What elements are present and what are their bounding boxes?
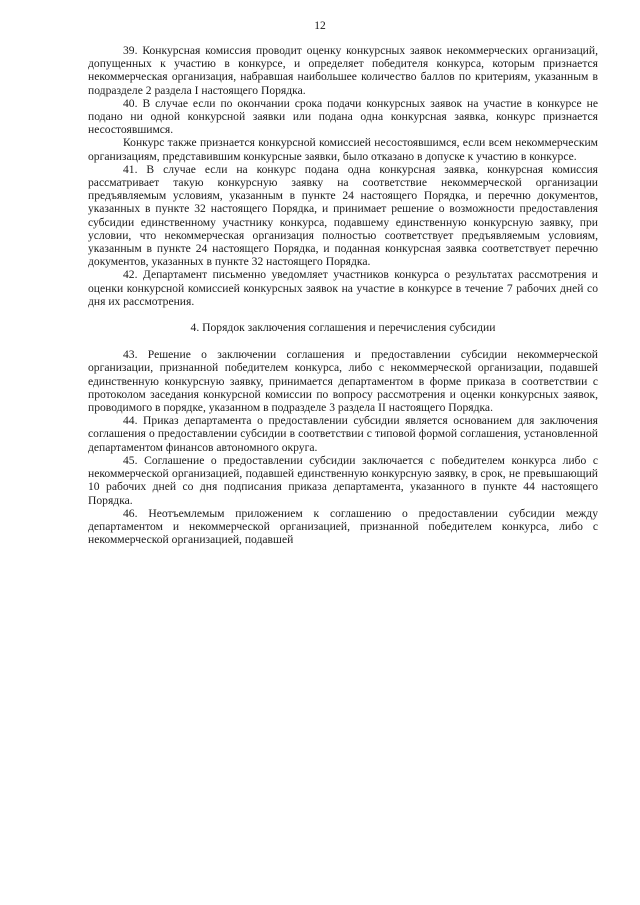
paragraph-text: В случае если по окончании срока подачи конкурсных заявок на участие в конкурсе не подано ни одной конкурсной заявки или подана одна конкурсная заявка, конкурс признается несостоявшимся. [88,96,598,137]
paragraph-text: Конкурс также признается конкурсной комиссией несостоявшимся, если всем некоммерческим организациям, представившим конкурсные заявки, было отказано в допуске к участию в конкурсе. [88,136,598,163]
paragraph-42 [88,268,598,308]
paragraph-text: Приказ департамента о предоставлении субсидии является основанием для заключения соглашения о предоставлении субсидии в соответствии с типовой формой соглашения, установленной департаментом финансов автономного округа. [88,414,598,454]
paragraph-number: 44. [123,414,138,428]
paragraph-41 [88,163,598,269]
paragraph-number: 46. [123,506,138,520]
paragraph-number: 41. [123,162,138,176]
paragraph-44 [88,414,598,454]
paragraph-number: 40. [123,96,138,110]
paragraph-text: Соглашение о предоставлении субсидии заключается с победителем конкурса либо с некоммерческой организацией, подавшей единственную конкурсную заявку, в срок, не превышающий 10 рабочих дней со дня подписания приказа департамента, указанного в пункте 44 настоящего Порядка. [88,453,598,507]
paragraph-text: Департамент письменно уведомляет участников конкурса о результатах рассмотрения и оценки конкурсной комиссией конкурсных заявок на участие в конкурсе в течение 7 рабочих дней со дня их рассмотрения. [88,268,598,308]
paragraph-number: 39. [123,44,138,57]
page-number: 12 [314,20,326,32]
paragraph-text: Неотъемлемым приложением к соглашению о предоставлении субсидии между департаментом и некоммерческой организацией, признанной победителем конкурса, либо с некоммерческой организацией, подавшей [88,506,599,547]
paragraph-39 [88,44,598,97]
paragraph-text: Решение о заключении соглашения и предоставлении субсидии некоммерческой организации, признанной победителем конкурса, либо с некоммерческой организации, подавшей единственную конкурсную заявку, принимается департаментом в форме приказа в соответствии с протоколом заседания конкурсной комиссии по вопросу рассмотрения и оценки конкурсных заявок, проводимого в порядке, указанном в подразделе 3 раздела II настоящего Порядка. [88,348,598,415]
paragraph-text: Конкурсная комиссия проводит оценку конкурсных заявок некоммерческих организаций, допущенных к участию в конкурсе, и определяет победителя конкурса, которым признается некоммерческая организация, набравшая наибольшее количество баллов по критериям, указанным в подразделе 2 раздела I настоящего Порядка. [88,44,598,97]
paragraph-45 [88,454,598,507]
paragraph-43 [88,348,598,414]
paragraph-40-continued [88,136,598,162]
paragraph-40 [88,97,598,137]
section-heading: 4. Порядок заключения соглашения и перечисления субсидии [190,321,496,335]
paragraph-number: 43. [123,348,138,362]
paragraph-number: 45. [123,453,138,467]
paragraph-46 [88,507,598,547]
paragraph-number: 42. [123,268,138,282]
document-body [88,44,598,546]
paragraph-text: В случае если на конкурс подана одна конкурсная заявка, конкурсная комиссия рассматривает такую конкурсную заявку на соответствие некоммерческой организации предъявляемым условиям, указанным в пункте 24 настоящего Порядка, и перечню документов, указанных в пункте 32 настоящего Порядка, и принимает решение о возможности предоставления субсидии единственному участнику конкурса, подавшему единственную конкурсную заявку, при условии, что некоммерческая организация полностью соответствует предъявляемым условиям, указанным в пункте 24 настоящего Порядка, и поданная конкурсная заявка соответствует перечню документов, указанных в пункте 32 настоящего Порядка. [88,162,598,269]
